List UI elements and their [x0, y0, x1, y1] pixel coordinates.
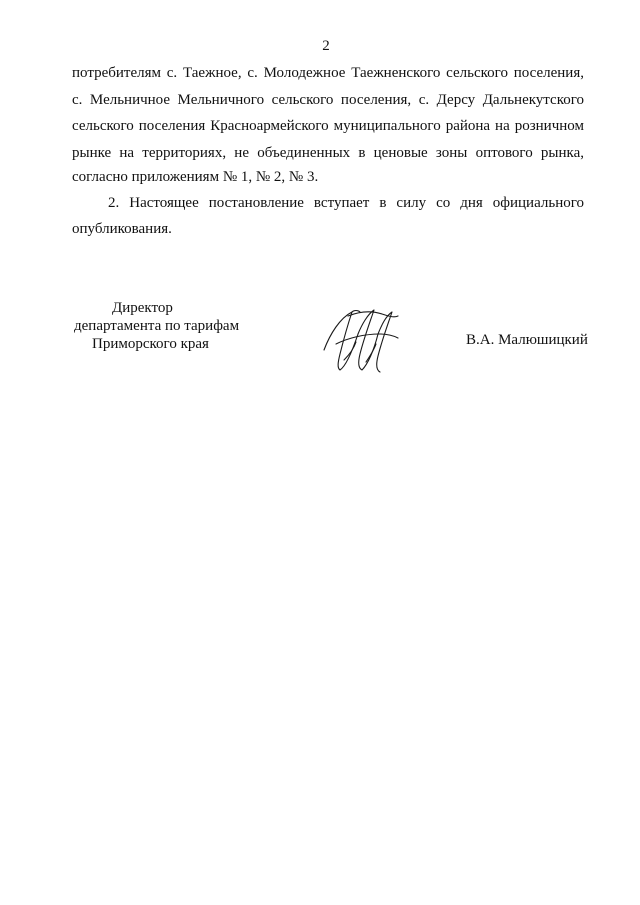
paragraph-2-line-1: 2. Настоящее постановление вступает в силу со дня официального [108, 195, 584, 211]
paragraph-1-line-3: сельского поселения Красноармейского муниципального района на розничном [72, 118, 584, 134]
signatory-title-line-2: департамента по тарифам [74, 318, 240, 334]
paragraph-1-line-5: согласно приложениям № 1, № 2, № 3. [72, 169, 319, 185]
paragraph-2-line-2: опубликования. [72, 221, 172, 237]
page-number: 2 [322, 38, 330, 54]
signer-name: В.А. Малюшицкий [466, 332, 588, 348]
paragraph-1-line-1: потребителям с. Таежное, с. Молодежное Таежненского сельского поселения, [72, 65, 584, 81]
paragraph-1-line-4: рынке на территориях, не объединенных в ценовые зоны оптового рынка, [72, 145, 584, 161]
signatory-title-line-1: Директор [112, 300, 173, 316]
handwritten-signature [318, 304, 402, 376]
paragraph-1-line-2: с. Мельничное Мельничного сельского поселения, с. Дерсу Дальнекутского [72, 92, 584, 108]
signatory-title-line-3: Приморского края [92, 336, 209, 352]
